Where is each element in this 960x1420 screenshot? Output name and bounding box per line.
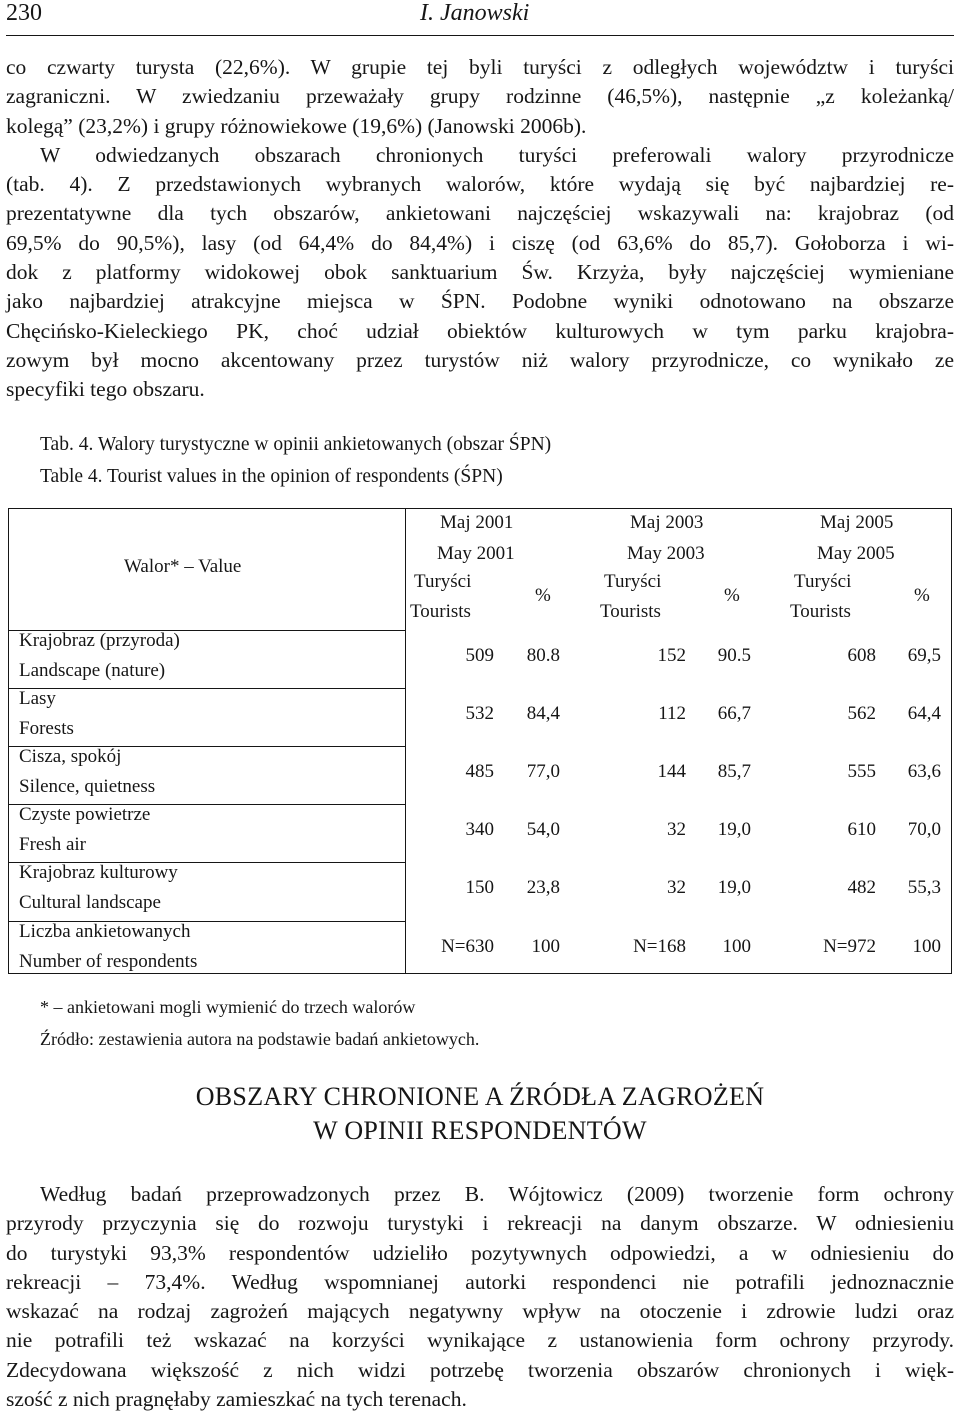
cell-tourists: 150 <box>465 877 494 898</box>
cell-percent: 100 <box>531 936 560 957</box>
cell-percent: 85,7 <box>717 761 751 782</box>
cell-tourists: 32 <box>667 877 686 898</box>
row-label-pl: Liczba ankietowanych <box>19 921 191 942</box>
row-label-pl: Krajobraz kulturowy <box>19 862 178 883</box>
text-line: 69,5% do 90,5%), lasy (od 64,4% do 84,4%) i ciszę (od 63,6% do 85,7). Gołoborza i wi- <box>6 230 954 255</box>
row-label-pl: Lasy <box>19 688 56 709</box>
cell-tourists: 152 <box>657 645 686 666</box>
row-label-en: Landscape (nature) <box>19 660 166 681</box>
row-label-en: Forests <box>19 718 74 739</box>
cell-percent: 63,6 <box>907 761 941 782</box>
text-line: jako najbardziej atrakcyjne miejsca w ŚPN. Podobne wyniki odnotowano na obszarze <box>6 289 954 314</box>
text-line: przyrody przyczynia się do rozwoju turystyki i rekreacji na danym obszarze. W odniesieniu <box>6 1211 954 1236</box>
text-line: Chęcińsko-Kieleckiego PK, choć udział obiektów kulturowych w tym parku krajobra- <box>6 318 954 343</box>
cell-tourists: 340 <box>465 819 494 840</box>
table-footnote: * – ankietowani mogli wymienić do trzech walorów <box>40 997 416 1017</box>
cell-tourists: N=972 <box>823 936 876 957</box>
cell-percent: 23,8 <box>526 877 560 898</box>
table-caption-en: Table 4. Tourist values in the opinion of respondents (ŚPN) <box>40 466 503 487</box>
cell-tourists: N=630 <box>441 936 494 957</box>
cell-tourists: 555 <box>847 761 876 782</box>
cell-percent: 64,4 <box>907 703 941 724</box>
text-line: Według badań przeprowadzonych przez B. Wójtowicz (2009) tworzenie form ochrony <box>40 1182 954 1206</box>
text-line: wskazać na rodzaj zagrożeń mających negatywny wpływ na otoczenie i zdrowie ludzi oraz <box>6 1299 954 1324</box>
table-source: Źródło: zestawienia autora na podstawie badań ankietowych. <box>40 1029 480 1049</box>
cell-tourists: 482 <box>847 877 876 898</box>
period-header-pl: Maj 2005 <box>820 512 894 533</box>
body-paragraph-1 <box>6 53 954 405</box>
cell-percent: 70,0 <box>907 819 941 840</box>
header-rule <box>6 35 954 36</box>
cell-percent: 80.8 <box>526 645 560 666</box>
cell-tourists: 610 <box>847 819 876 840</box>
text-line: do turystyki 93,3% respondentów udzieliło pozytywnych odpowiedzi, a w odniesieniu do <box>6 1240 954 1265</box>
text-line: kolegą” (23,2%) i grupy różnowiekowe (19,6%) (Janowski 2006b). <box>6 113 587 138</box>
text-line: rekreacji – 73,4%. Według wspomnianej autorki respondenci nie potrafili jednoznacznie <box>6 1269 954 1294</box>
cell-tourists: 509 <box>465 645 494 666</box>
col-header-tourists-en: Tourists <box>410 601 471 622</box>
period-header-en: May 2005 <box>817 543 895 564</box>
col-header-tourists-en: Tourists <box>790 601 851 622</box>
cell-percent: 19,0 <box>717 819 751 840</box>
cell-percent: 100 <box>722 936 751 957</box>
cell-tourists: 485 <box>465 761 494 782</box>
row-label-en: Silence, quietness <box>19 776 156 797</box>
table-caption-pl: Tab. 4. Walory turystyczne w opinii ankietowanych (obszar ŚPN) <box>40 434 552 455</box>
table-corner-header: Walor* – Value <box>124 556 242 577</box>
cell-tourists: 608 <box>847 645 876 666</box>
cell-tourists: 562 <box>847 703 876 724</box>
text-line: Zdecydowana większość z nich widzi potrzebę tworzenia obszarów chronionych i więk- <box>6 1357 954 1382</box>
text-line: prezentatywne dla tych obszarów, ankietowani najczęściej wskazywali na: krajobraz (od <box>6 201 954 226</box>
page-number: 230 <box>6 0 42 26</box>
running-head-author: I. Janowski <box>420 0 530 26</box>
col-header-tourists-pl: Turyści <box>414 571 472 592</box>
text-line: co czwarty turysta (22,6%). W grupie tej byli turyści z odległych województw i turyści <box>6 55 954 79</box>
col-header-tourists-pl: Turyści <box>794 571 852 592</box>
col-header-percent: % <box>724 585 740 606</box>
cell-percent: 55,3 <box>907 877 941 898</box>
col-header-percent: % <box>914 585 930 606</box>
period-header-pl: Maj 2001 <box>440 512 514 533</box>
cell-percent: 100 <box>912 936 941 957</box>
section-heading-line-1: OBSZARY CHRONIONE A ŹRÓDŁA ZAGROŻEŃ <box>195 1082 765 1111</box>
section-heading-line-2: W OPINII RESPONDENTÓW <box>313 1116 647 1145</box>
col-header-tourists-pl: Turyści <box>604 571 662 592</box>
text-line: dok z platformy widokowej obok sanktuarium Św. Krzyża, były najczęściej wymieniane <box>6 260 954 285</box>
row-label-pl: Czyste powietrze <box>19 804 151 825</box>
text-line: specyfiki tego obszaru. <box>6 377 205 402</box>
text-line: zagraniczni. W zwiedzaniu przeważały grupy rodzinne (46,5%), następnie „z koleżanką/ <box>6 84 954 109</box>
cell-percent: 69,5 <box>907 645 941 666</box>
text-line: zowym był mocno akcentowany przez turystów niż walory przyrodnicze, co wynikało ze <box>6 347 954 372</box>
cell-percent: 77,0 <box>526 761 560 782</box>
text-line: (tab. 4). Z przedstawionych wybranych walorów, które wydają się być najbardziej re- <box>6 172 954 197</box>
text-line: nie potrafili też wskazać na korzyści wynikające z ustanowienia form ochrony przyrody. <box>6 1328 954 1353</box>
cell-tourists: 112 <box>658 703 686 724</box>
table-divider-horizontal <box>8 688 405 689</box>
cell-tourists: 144 <box>657 761 686 782</box>
cell-percent: 54,0 <box>526 819 560 840</box>
cell-percent: 84,4 <box>526 703 560 724</box>
cell-percent: 90.5 <box>717 645 751 666</box>
cell-tourists: 532 <box>465 703 494 724</box>
col-header-percent: % <box>535 585 551 606</box>
row-label-pl: Cisza, spokój <box>19 746 122 767</box>
text-line: szość z nich pragnęłaby zamieszkać na tych terenach. <box>6 1387 467 1412</box>
period-header-en: May 2001 <box>437 543 515 564</box>
body-paragraph-2 <box>6 1180 954 1414</box>
table-divider-vertical <box>405 508 406 974</box>
cell-tourists: 32 <box>667 819 686 840</box>
row-label-en: Cultural landscape <box>19 892 161 913</box>
text-line: W odwiedzanych obszarach chronionych turyści preferowali walory przyrodnicze <box>40 142 954 167</box>
cell-percent: 66,7 <box>717 703 751 724</box>
period-header-pl: Maj 2003 <box>630 512 704 533</box>
row-label-pl: Krajobraz (przyroda) <box>19 630 180 651</box>
col-header-tourists-en: Tourists <box>600 601 661 622</box>
row-label-en: Number of respondents <box>19 951 198 972</box>
period-header-en: May 2003 <box>627 543 705 564</box>
row-label-en: Fresh air <box>19 834 87 855</box>
cell-percent: 19,0 <box>717 877 751 898</box>
cell-tourists: N=168 <box>633 936 686 957</box>
